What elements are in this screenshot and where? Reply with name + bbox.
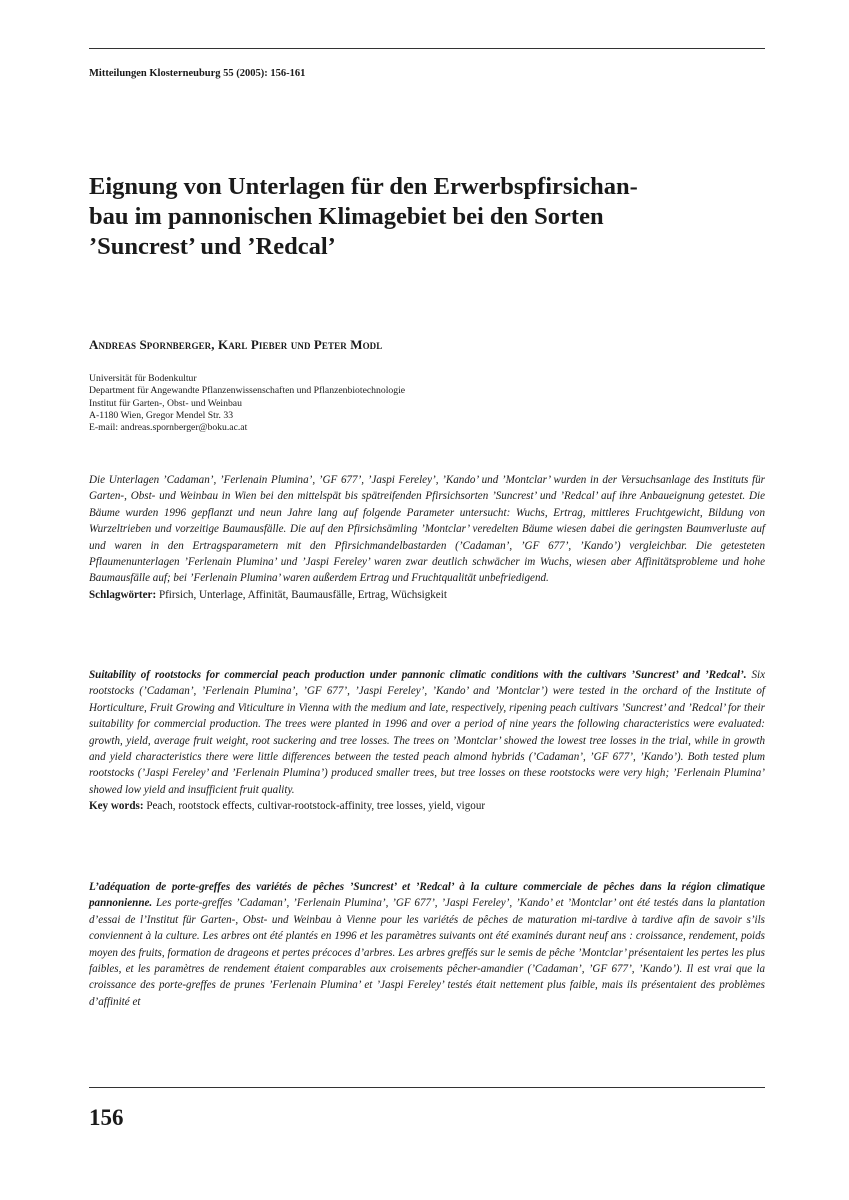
affiliation-line: Department für Angewandte Pflanzenwissenschaften und Pflanzenbiotechnologie [89,385,406,397]
article-title [89,172,769,262]
abstract-german-text: Die Unterlagen ’Cadaman’, ’Ferlenain Plumina’, ’GF 677’, ’Jaspi Fereley’, ’Kando’ und ’Montclar’ wurden in der Versuchsanlage des Instituts für Garten-, Obst- und Weinbau in Wien bei den mittelspät bis spätreifenden Pfirsichsorten ’Suncrest’ und ’Redcal’ auf ihre Anbaueignung getestet. Die Bäume wurden 1996 gepflanzt und neun Jahre lang auf folgende Parameter untersucht: Wuchs, Ertrag, mittleres Fruchtgewicht, Bildung von Wurzeltrieben und vorzeitige Baumausfälle. Die auf den Pfirsichsämling ’Montclar’ veredelten Bäume wiesen dabei die geringsten Baumverluste auf und waren in den Ertragsparametern mit den Pfirsichmandelbastarden (’Cadaman’, ’GF 677’, ’Kando’) vergleichbar. Die getesteten Pflaumenunterlagen ’Ferlenain Plumina’ und ’Jaspi Fereley’ waren zwar deutlich schwächer im Wuchs, wiesen aber Affinitätsprobleme und hohe Baumausfälle auf; bei ’Ferlenain Plumina’ waren außerdem Ertrag und Fruchtqualität unbefriedigend. [89,474,765,585]
title-line-2: bau im pannonischen Klimagebiet bei den Sorten [89,203,604,230]
bottom-rule [89,1087,765,1088]
abstract-french-text: Les porte-greffes ’Cadaman’, ’Ferlenain Plumina’, ’GF 677’, ’Jaspi Fereley’, ’Kando’ et ’Montclar’ ont été testés dans la plantation d’essai de l’Institut für Garten-, Obst- und Weinbau à Vienne pour les variétés de pêches de maturation mi-tardive à tardive afin de savoir s’ils conviennent à la culture. Les arbres ont été plantés en 1996 et les paramètres suivants ont été examinés durant neuf ans : croissance, rendement, poids moyen des fruits, formation de drageons et pertes précoces d’arbres. Les arbres greffés sur le semis de pêche ’Montclar’ présentaient les pertes les plus faibles, et les paramètres de rendement étaient comparables aux croisements pêcher-amandier (’Cadaman’, ’GF 677’, ’Kando’). Il est vrai que la croissance des porte-greffes de prunes ’Ferlenain Plumina’ et ’Jaspi Fereley’ testés était nettement plus faible, mais ils présentaient des problèmes d’affinité et [89,897,765,1008]
affiliation-line: Institut für Garten-, Obst- und Weinbau [89,397,242,409]
top-rule [89,48,765,49]
affiliation-email: E-mail: andreas.spornberger@boku.ac.at [89,422,248,434]
keywords-german [89,587,765,603]
abstract-english-title: Suitability of rootstocks for commercial peach production under pannonic climatic conditions with the cultivars ’Suncrest’ and ’Redcal’. [89,669,747,681]
affiliation [89,373,405,434]
title-line-3: ’Suncrest’ und ’Redcal’ [89,233,336,260]
affiliation-line: A-1180 Wien, Gregor Mendel Str. 33 [89,409,234,421]
abstract-english-paragraph [89,667,765,798]
keywords-german-list: Pfirsich, Unterlage, Affinität, Baumausfälle, Ertrag, Wüchsigkeit [156,588,447,601]
abstract-french-title: L’adéquation de porte-greffes des variétés de pêches ’Suncrest’ et ’Redcal’ à la culture commerciale de pêches dans la région climatique pannonienne. [89,881,765,910]
affiliation-line: Universität für Bodenkultur [89,373,197,384]
keywords-english-list: Peach, rootstock effects, cultivar-rootstock-affinity, tree losses, yield, vigour [143,800,486,813]
journal-citation: Mitteilungen Klosterneuburg 55 (2005): 156-161 [89,68,306,79]
page-number: 156 [89,1105,124,1130]
keywords-english-label: Key words: [89,800,144,813]
abstract-french-paragraph [89,879,765,1010]
title-line-1: Eignung von Unterlagen für den Erwerbspfirsichan- [89,173,638,200]
abstract-english-text: Six rootstocks (’Cadaman’, ’Ferlenain Plumina’, ’GF 677’, ’Jaspi Fereley’, ’Kando’ and ’Montclar’) were tested in the orchard of the Institute of Horticulture, Fruit Growing and Viticulture in Vienna with the medium and late, respectively, ripening peach cultivars ’Suncrest’ and ’Redcal’ for their suitability for commercial production. The trees were planted in 1996 and over a period of nine years the following characteristics were evaluated: growth, yield, average fruit weight, root suckering and tree losses. The trees on ’Montclar’ showed the lowest tree losses in the trial, while in growth and yield characteristics there were little differences between the tested peach almond hybrids (’Cadaman’, ’GF 677’, ’Kando’). Both tested plum rootstocks (’Jaspi Fereley’ and ’Ferlenain Plumina’) produced smaller trees, but tree losses on these rootstocks were very high; ’Ferlenain Plumina’ showed low yield and insufficient fruit quality. [89,669,765,796]
keywords-german-label: Schlagwörter: [89,588,157,601]
keywords-english [89,798,765,814]
abstract-german [89,472,765,603]
abstract-english [89,667,765,815]
author-list: Andreas Spornberger, Karl Pieber und Peter Modl [89,337,383,352]
abstract-french [89,879,765,1010]
